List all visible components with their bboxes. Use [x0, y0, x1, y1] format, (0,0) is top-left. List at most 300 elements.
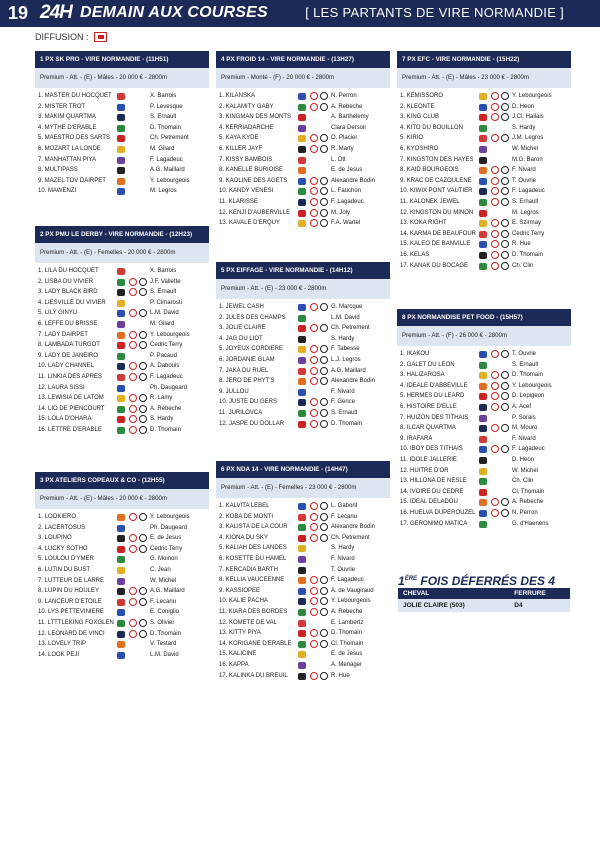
jockey-name: Y. Lebourgeois [150, 514, 190, 520]
jockey-silk-icon [479, 241, 487, 248]
jockey-name: M. Legros [150, 188, 177, 195]
jockey-silk-icon [479, 404, 487, 411]
jockey-name: Cl. Thomain [331, 640, 364, 647]
jockey-name: E. Lambertz [331, 619, 364, 626]
equipment-icon [491, 392, 499, 400]
runner-row [35, 186, 209, 197]
horse-name: 7. KERCADIA BARTH [219, 566, 278, 573]
jockey-name: F. Tabesse [331, 346, 360, 353]
runner-row [35, 133, 209, 144]
race-title: 7 PX EFC - VIRE NORMANDIE - (15H22) [397, 51, 571, 68]
jockey-silk-icon [298, 673, 306, 680]
horse-name: 4. JAG DU LIOT [219, 335, 263, 342]
jockey-silk-icon [479, 425, 487, 432]
horse-name: 3. HALIZAROSA [400, 372, 445, 379]
jockey-name: S. Olivier [150, 619, 175, 626]
equipment-icon [320, 377, 328, 385]
runner-row [35, 607, 209, 618]
runner-row [397, 381, 571, 392]
equipment-icon [139, 394, 147, 402]
equipment-icon [501, 240, 509, 248]
runner-row [35, 533, 209, 544]
runner-row [397, 218, 571, 229]
jockey-silk-icon [117, 395, 125, 402]
jockey-silk-icon [479, 104, 487, 111]
jockey-silk-icon [298, 577, 306, 584]
horse-name: 8. LUPIN DU HOULEY [38, 588, 100, 595]
runner-list [35, 512, 209, 660]
jockey-name: E. Coniglio [150, 609, 180, 616]
horse-name: 6. JORDANIE GLAM [219, 356, 275, 363]
runner-row [35, 112, 209, 123]
horse-name: 10. MAWENZI [38, 188, 77, 195]
runner-row [35, 165, 209, 176]
equipment-icon [491, 403, 499, 411]
jockey-silk-icon [479, 446, 487, 453]
jockey-silk-icon [298, 641, 306, 648]
race-title: 2 PX PMU LE DERBY - VIRE NORMANDIE - (12H23) [35, 226, 209, 243]
runner-row [216, 313, 390, 324]
horse-name: 6. KILLER JAYF [219, 145, 263, 152]
horse-name: 2. MISTER TROT [38, 103, 86, 110]
runner-row [216, 165, 390, 176]
jockey-silk-icon [479, 478, 487, 485]
horse-name: 1. KILANSKA [219, 93, 256, 99]
runner-row [35, 287, 209, 298]
runner-row [35, 425, 209, 436]
horse-name: 8. KAID BOURGEOIS [400, 167, 459, 174]
jockey-name: G. Moinon [150, 556, 178, 563]
equipment-icon [139, 534, 147, 542]
runner-row [397, 250, 571, 261]
jockey-name: F. Lagadeuc [150, 373, 183, 380]
col-shoe-header: FERRURE [509, 588, 570, 599]
jockey-name: M. Gilard [150, 145, 175, 152]
equipment-icon [491, 371, 499, 379]
diffusion-label: DIFFUSION : [35, 32, 89, 42]
jockey-silk-icon [117, 332, 125, 339]
horse-name: 10. KANDY VENESI [219, 188, 274, 195]
horse-name: 6. HISTOIRE D'ELLE [400, 403, 457, 410]
equipment-icon [320, 303, 328, 311]
equipment-icon [139, 341, 147, 349]
horse-name: 2. KOBA DE MONTI [219, 513, 274, 520]
runner-row [35, 123, 209, 134]
jockey-name: F. Nivard [512, 167, 536, 174]
jockey-name: S. Ernault [150, 289, 177, 296]
runner-row [397, 186, 571, 197]
equipment-icon [320, 367, 328, 375]
equipment-icon [491, 350, 499, 358]
horse-name: 9. KASSIOPEE [219, 587, 261, 594]
jockey-silk-icon [117, 157, 125, 164]
race-card [35, 51, 209, 197]
jockey-silk-icon [117, 374, 125, 381]
jockey-name: X. Barrois [150, 268, 177, 274]
equipment-icon [501, 445, 509, 453]
jockey-silk-icon [298, 410, 306, 417]
runner-row [216, 522, 390, 533]
horse-name: 5. LOULOU D'YMER [38, 556, 94, 563]
horse-name: 5. KIRIO [400, 135, 424, 142]
jockey-silk-icon [479, 157, 487, 164]
jockey-silk-icon [298, 503, 306, 510]
jockey-silk-icon [298, 357, 306, 364]
equipment-icon [139, 309, 147, 317]
equipment-icon [310, 576, 318, 584]
jockey-silk-icon [117, 135, 125, 142]
equipment-icon [129, 341, 137, 349]
equipment-icon [320, 356, 328, 364]
tv-channel-icon [94, 32, 107, 42]
jockey-name: G. d'Haenens [512, 520, 549, 527]
horse-name: 6. LEFFE DU BRISSE [38, 320, 98, 327]
equipment-icon [139, 415, 147, 423]
horse-name: 10. LADY CHANNEL [38, 363, 94, 370]
jockey-name: E. de Jesus [331, 651, 363, 658]
horse-name: 5. KALIAH DES LANDES [219, 545, 287, 552]
runner-row [397, 370, 571, 381]
jockey-silk-icon [117, 353, 125, 360]
runner-row [216, 355, 390, 366]
runner-row [216, 123, 390, 134]
runner-row [216, 628, 390, 639]
equipment-icon [310, 513, 318, 521]
race-title: 4 PX FROID 14 - VIRE NORMANDIE - (13H27) [216, 51, 390, 68]
equipment-icon [501, 350, 509, 358]
runner-row [216, 186, 390, 197]
horse-name: 11. JURILOVCA [219, 409, 263, 416]
jockey-name: N. Perron [512, 509, 538, 516]
jockey-silk-icon [117, 342, 125, 349]
jockey-name: R. Lamy [150, 395, 173, 402]
jockey-name: P. Levesque [150, 103, 183, 110]
jockey-silk-icon [117, 652, 125, 659]
jockey-silk-icon [117, 125, 125, 132]
equipment-icon [310, 597, 318, 605]
jockey-name: E. de Jesus [150, 535, 182, 542]
runner-row [397, 176, 571, 187]
horse-name: 12. HUITRE D'OR [400, 467, 449, 474]
jockey-silk-icon [117, 188, 125, 195]
horse-name: 17. KALINKA DU BREUIL [219, 672, 288, 679]
horse-name: 10. LYS PETTEVINIERE [38, 609, 104, 616]
runner-row [35, 340, 209, 351]
jockey-silk-icon [117, 406, 125, 413]
jockey-name: A. Rebeche [512, 499, 544, 506]
runner-row [397, 91, 571, 102]
horse-name: 4. KITO DU BOUILLON [400, 124, 463, 131]
equipment-icon [501, 177, 509, 185]
runner-row [35, 414, 209, 425]
jockey-name: F. Lecanu [331, 513, 358, 520]
jockey-name: C. Jean [150, 566, 171, 573]
equipment-icon [501, 92, 509, 100]
jockey-silk-icon [479, 263, 487, 270]
jockey-name: Ch. Petrement [331, 325, 370, 332]
horse-name: 13. HILLONA DE NESLE [400, 478, 467, 485]
equipment-icon [320, 597, 328, 605]
equipment-icon [491, 198, 499, 206]
horse-name: 3. LOUPINO [38, 535, 72, 542]
jockey-silk-icon [117, 535, 125, 542]
horse-name: 15. KALEO DE BANVILLE [400, 241, 471, 248]
runner-row [35, 597, 209, 608]
horse-name: 14. LOOK PEJI [38, 651, 80, 658]
horse-name: 4. LIESVILLE DU VIVIER [38, 299, 106, 306]
horse-name: 14. KORIGANE D'ERABLE [219, 640, 292, 647]
horse-name: 13. KITTY PIYA [219, 630, 261, 637]
jockey-silk-icon [117, 631, 125, 638]
jockey-name: Cedric Terry [512, 230, 545, 237]
jockey-silk-icon [479, 415, 487, 422]
jockey-name: O. Placier [331, 135, 358, 142]
jockey-name: L.M. David [331, 314, 360, 321]
equipment-icon [320, 640, 328, 648]
equipment-icon [129, 309, 137, 317]
race-card [216, 51, 390, 229]
deferred-horse: JOLIE CLAIRE (503) [398, 599, 509, 612]
horse-name: 3. KINGMAN DES MONTS [219, 114, 292, 121]
runner-row [397, 102, 571, 113]
equipment-icon [501, 251, 509, 259]
jockey-name: Ch. Clin [512, 478, 534, 485]
jockey-silk-icon [479, 252, 487, 259]
jockey-name: L.J. Legros [331, 356, 361, 363]
jockey-silk-icon [117, 104, 125, 111]
jockey-name: Ch. Clin [512, 262, 534, 269]
runner-row [397, 208, 571, 219]
jockey-silk-icon [117, 289, 125, 296]
runner-row [35, 91, 209, 102]
equipment-icon [310, 198, 318, 206]
equipment-icon [320, 608, 328, 616]
runner-row [397, 476, 571, 487]
jockey-silk-icon [117, 114, 125, 121]
runner-row [216, 208, 390, 219]
equipment-icon [320, 92, 328, 100]
horse-name: 2. JULES DES CHAMPS [219, 314, 286, 321]
jockey-name: A. Rebeche [331, 608, 363, 615]
runner-list [35, 91, 209, 197]
runner-row [397, 144, 571, 155]
jockey-name: T. Ouvrie [331, 566, 356, 573]
equipment-icon [491, 92, 499, 100]
jockey-name: M. Gilard [150, 320, 175, 327]
jockey-name: A. Rebeche [331, 103, 363, 110]
equipment-icon [501, 403, 509, 411]
equipment-icon [310, 377, 318, 385]
runner-row [35, 554, 209, 565]
jockey-name: L. Gaborit [331, 503, 358, 509]
equipment-icon [320, 672, 328, 680]
deferred-table [398, 588, 570, 612]
race-title: 5 PX EIFFAGE - VIRE NORMANDIE - (14H12) [216, 262, 390, 279]
equipment-icon [139, 598, 147, 606]
race-card [397, 51, 571, 271]
runner-row [397, 239, 571, 250]
runner-row [216, 543, 390, 554]
jockey-name: E. Szirmay [512, 220, 542, 227]
jockey-name: F. Lecanu [150, 598, 177, 605]
runner-row [35, 372, 209, 383]
runner-row [397, 123, 571, 134]
equipment-icon [310, 145, 318, 153]
horse-name: 6. LUTIN DU BUST [38, 566, 91, 573]
jockey-silk-icon [298, 336, 306, 343]
horse-name: 8. LAMBADA TURGOT [38, 342, 100, 349]
horse-name: 11. LINKIA DES APRES [38, 373, 102, 380]
equipment-icon [310, 420, 318, 428]
race-title: 3 PX ATELIERS COPEAUX & CO - (12H55) [35, 472, 209, 489]
jockey-silk-icon [479, 114, 487, 121]
horse-name: 2. KALAMITY GABY [219, 103, 274, 110]
jockey-silk-icon [479, 220, 487, 227]
jockey-silk-icon [479, 135, 487, 142]
jockey-name: D. Thomain [150, 630, 181, 637]
jockey-silk-icon [479, 393, 487, 400]
runner-row [397, 519, 571, 530]
jockey-silk-icon [298, 125, 306, 132]
equipment-icon [491, 219, 499, 227]
jockey-name: Y. Lebourgeois [512, 382, 552, 389]
race-card [216, 262, 390, 429]
jockey-name: D. Thomain [331, 420, 362, 427]
horse-name: 9. LADY DE JANEIRO [38, 352, 98, 359]
runner-row [397, 155, 571, 166]
horse-name: 8. KELLIA VAUCEENNE [219, 577, 285, 584]
jockey-silk-icon [298, 651, 306, 658]
equipment-icon [320, 177, 328, 185]
jockey-silk-icon [117, 279, 125, 286]
jockey-silk-icon [117, 146, 125, 153]
runner-row [216, 419, 390, 430]
jockey-silk-icon [479, 178, 487, 185]
jockey-name: A. Acef [512, 403, 532, 410]
horse-name: 15. IDEAL DELADOU [400, 499, 458, 506]
runner-row [35, 330, 209, 341]
equipment-icon [310, 103, 318, 111]
jockey-silk-icon [117, 321, 125, 328]
jockey-silk-icon [298, 556, 306, 563]
jockey-silk-icon [298, 167, 306, 174]
runner-row [35, 351, 209, 362]
race-card [397, 309, 571, 529]
horse-name: 2. LACERTOSUS [38, 524, 86, 531]
jockey-name: R. Marty [331, 145, 354, 152]
jockey-silk-icon [298, 304, 306, 311]
runner-row [35, 266, 209, 277]
runner-list [216, 302, 390, 429]
jockey-name: Cedric Terry [150, 342, 183, 349]
jockey-name: W. Michel [512, 467, 539, 474]
equipment-icon [501, 187, 509, 195]
horse-name: 10. JUSTE DU GERS [219, 399, 278, 406]
runner-row [216, 387, 390, 398]
horse-name: 2. KLEONTE [400, 103, 435, 110]
equipment-icon [310, 134, 318, 142]
equipment-icon [139, 545, 147, 553]
race-conditions: Premium - Att. - (E) - Mâles - 23 000 € - 2800m [397, 68, 571, 88]
equipment-icon [501, 103, 509, 111]
horse-name: 17. GERONIMO MATICA [400, 520, 468, 527]
jockey-silk-icon [479, 521, 487, 528]
jockey-silk-icon [298, 188, 306, 195]
jockey-name: L. Ott [331, 156, 346, 163]
runner-row [397, 360, 571, 371]
runner-row [397, 434, 571, 445]
horse-name: 4. LUCKY SOTHO [38, 545, 88, 552]
jockey-name: Ch. Petrement [331, 534, 370, 541]
jockey-name: F. Nivard [331, 555, 355, 562]
equipment-icon [320, 523, 328, 531]
equipment-icon [501, 392, 509, 400]
runner-list [216, 91, 390, 229]
horse-name: 17. KANAK DU BOCAGE [400, 262, 469, 269]
horse-name: 3. LADY BLACK BIRD [38, 289, 98, 296]
jockey-name: Y. Lebourgeois [512, 93, 552, 99]
equipment-icon [139, 405, 147, 413]
race-conditions: Premium - Att. - (E) - Femelles - 20 000 € - 2800m [35, 243, 209, 263]
runner-row [35, 629, 209, 640]
jockey-silk-icon [298, 368, 306, 375]
equipment-icon [129, 278, 137, 286]
horse-name: 1. KEMISSORO [400, 93, 444, 99]
broadcast-info [35, 32, 107, 42]
horse-name: 9. LANCEUR D'ETOILE [38, 598, 102, 605]
jockey-silk-icon [298, 378, 306, 385]
runner-row [35, 144, 209, 155]
page-number: 19 [8, 3, 29, 23]
equipment-icon [491, 113, 499, 121]
jockey-silk-icon [479, 167, 487, 174]
horse-name: 8. MULTIPASS [38, 167, 78, 174]
race-conditions: Premium - Att. - (E) - Mâles - 20 000 € - 2800m [35, 489, 209, 509]
jockey-silk-icon [117, 363, 125, 370]
jockey-silk-icon [298, 662, 306, 669]
jockey-silk-icon [117, 178, 125, 185]
jockey-silk-icon [117, 641, 125, 648]
equipment-icon [491, 187, 499, 195]
jockey-silk-icon [117, 588, 125, 595]
jockey-silk-icon [298, 535, 306, 542]
runner-row [216, 512, 390, 523]
horse-name: 6. KYOSHIRO [400, 145, 439, 152]
jockey-silk-icon [479, 383, 487, 390]
jockey-name: N. Perron [331, 93, 357, 99]
jockey-silk-icon [298, 325, 306, 332]
horse-name: 5. LILY GINYU [38, 310, 78, 317]
equipment-icon [139, 278, 147, 286]
equipment-icon [320, 209, 328, 217]
runner-row [397, 487, 571, 498]
jockey-name: Clara Dersoir [331, 124, 367, 131]
jockey-name: L. Fauchon [331, 188, 362, 195]
jockey-silk-icon [117, 525, 125, 532]
jockey-name: F. Lagadeuc [512, 446, 545, 453]
horse-name: 4. MYTHE D'ERABLE [38, 124, 97, 131]
runner-row [216, 607, 390, 618]
equipment-icon [129, 587, 137, 595]
jockey-silk-icon [117, 620, 125, 627]
equipment-icon [310, 177, 318, 185]
runner-row [397, 497, 571, 508]
section-headline: DEMAIN AUX COURSES [80, 4, 268, 21]
jockey-name: D. Heon [512, 456, 535, 463]
page-header [0, 0, 600, 27]
equipment-icon [139, 288, 147, 296]
jockey-silk-icon [479, 489, 487, 496]
